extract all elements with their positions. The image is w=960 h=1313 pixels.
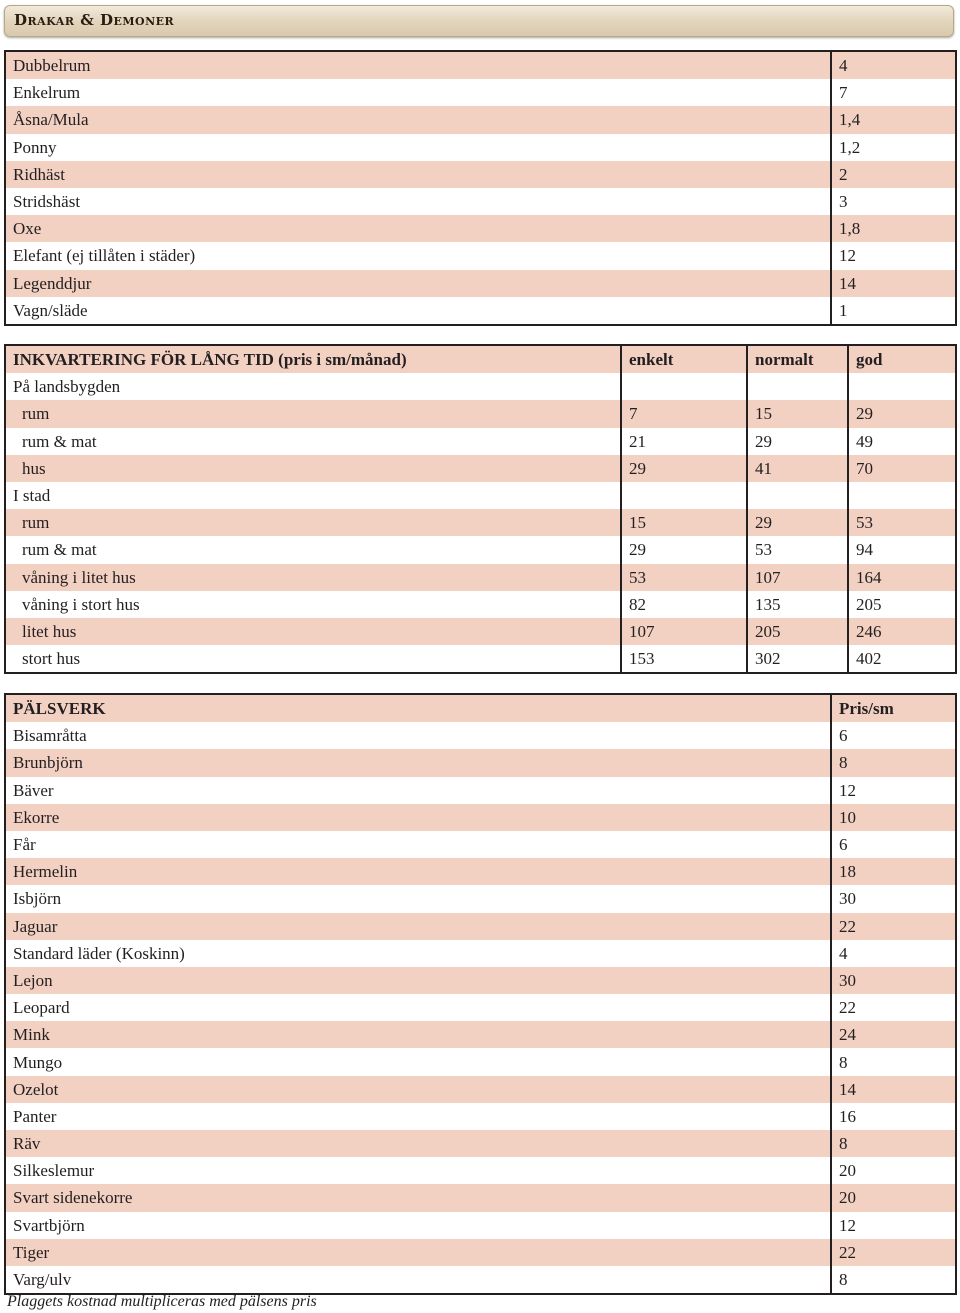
table-row — [5, 1212, 956, 1239]
row-value: 16 — [831, 1103, 956, 1130]
cell-normalt: 107 — [747, 564, 848, 591]
column-header: god — [848, 345, 956, 373]
cell-enkelt: 15 — [621, 509, 747, 536]
table-row — [5, 482, 956, 509]
row-value: 8 — [831, 1130, 956, 1157]
row-label: rum & mat — [5, 428, 621, 455]
table-row — [5, 134, 956, 161]
table-row — [5, 373, 956, 400]
row-value: 30 — [831, 885, 956, 912]
row-value: 1,4 — [831, 106, 956, 133]
row-label: Legenddjur — [5, 270, 831, 297]
row-label: Ekorre — [5, 804, 831, 831]
row-label: Brunbjörn — [5, 749, 831, 776]
column-header: normalt — [747, 345, 848, 373]
table-row — [5, 591, 956, 618]
cell-normalt: 135 — [747, 591, 848, 618]
row-label: Mungo — [5, 1048, 831, 1075]
cell-god: 29 — [848, 400, 956, 427]
table-row — [5, 994, 956, 1021]
cell-god — [848, 373, 956, 400]
table-row — [5, 564, 956, 591]
row-value: 1,2 — [831, 134, 956, 161]
cell-god: 402 — [848, 645, 956, 673]
table-title: PÄLSVERK — [5, 694, 831, 722]
cell-normalt — [747, 373, 848, 400]
row-label: I stad — [5, 482, 621, 509]
row-value: 22 — [831, 994, 956, 1021]
row-label: Hermelin — [5, 858, 831, 885]
row-label: Isbjörn — [5, 885, 831, 912]
table-row — [5, 79, 956, 106]
row-label: stort hus — [5, 645, 621, 673]
row-value: 8 — [831, 749, 956, 776]
row-value: 18 — [831, 858, 956, 885]
row-label: Vagn/släde — [5, 297, 831, 325]
row-value: 7 — [831, 79, 956, 106]
row-value: 14 — [831, 270, 956, 297]
table-header-row — [5, 694, 956, 722]
row-label: Mink — [5, 1021, 831, 1048]
cell-enkelt: 29 — [621, 536, 747, 563]
lodging-table — [4, 344, 957, 674]
row-label: rum & mat — [5, 536, 621, 563]
cell-normalt: 41 — [747, 455, 848, 482]
row-label: Bäver — [5, 777, 831, 804]
table-row — [5, 455, 956, 482]
table-row — [5, 106, 956, 133]
cell-enkelt: 53 — [621, 564, 747, 591]
cell-enkelt — [621, 373, 747, 400]
row-label: Enkelrum — [5, 79, 831, 106]
table-row — [5, 645, 956, 673]
row-value: 4 — [831, 940, 956, 967]
row-label: Standard läder (Koskinn) — [5, 940, 831, 967]
row-value: 6 — [831, 831, 956, 858]
table-row — [5, 270, 956, 297]
row-value: 1 — [831, 297, 956, 325]
cell-normalt: 302 — [747, 645, 848, 673]
row-label: hus — [5, 455, 621, 482]
table-row — [5, 536, 956, 563]
cell-normalt: 15 — [747, 400, 848, 427]
row-label: Elefant (ej tillåten i städer) — [5, 242, 831, 269]
cell-god: 53 — [848, 509, 956, 536]
table-row — [5, 1021, 956, 1048]
cell-god — [848, 482, 956, 509]
table-row — [5, 722, 956, 749]
row-value: 30 — [831, 967, 956, 994]
table-row — [5, 400, 956, 427]
row-label: Silkeslemur — [5, 1157, 831, 1184]
cell-normalt: 205 — [747, 618, 848, 645]
row-label: Räv — [5, 1130, 831, 1157]
cell-enkelt: 153 — [621, 645, 747, 673]
cell-god: 164 — [848, 564, 956, 591]
table-row — [5, 1048, 956, 1075]
row-value: 22 — [831, 913, 956, 940]
table-row — [5, 161, 956, 188]
cell-enkelt: 29 — [621, 455, 747, 482]
row-value: 14 — [831, 1076, 956, 1103]
cell-normalt: 29 — [747, 509, 848, 536]
row-label: Leopard — [5, 994, 831, 1021]
row-label: Får — [5, 831, 831, 858]
logo: Drakar & Demoner — [14, 11, 175, 29]
table-row — [5, 51, 956, 79]
row-label: Dubbelrum — [5, 51, 831, 79]
column-header: enkelt — [621, 345, 747, 373]
row-label: Lejon — [5, 967, 831, 994]
table-header-row — [5, 345, 956, 373]
table-row — [5, 1130, 956, 1157]
cell-normalt — [747, 482, 848, 509]
row-value: 20 — [831, 1184, 956, 1211]
row-label: Oxe — [5, 215, 831, 242]
furs-table — [4, 693, 957, 1295]
table-row — [5, 428, 956, 455]
table-row — [5, 831, 956, 858]
row-label: Ponny — [5, 134, 831, 161]
cell-normalt: 29 — [747, 428, 848, 455]
row-label: rum — [5, 400, 621, 427]
table-row — [5, 858, 956, 885]
cell-enkelt: 82 — [621, 591, 747, 618]
row-value: 6 — [831, 722, 956, 749]
row-value: 10 — [831, 804, 956, 831]
row-label: Bisamråtta — [5, 722, 831, 749]
cell-enkelt: 7 — [621, 400, 747, 427]
row-label: Svart sidenekorre — [5, 1184, 831, 1211]
table-row — [5, 749, 956, 776]
cell-god: 205 — [848, 591, 956, 618]
table-row — [5, 967, 956, 994]
table-row — [5, 1076, 956, 1103]
row-label: rum — [5, 509, 621, 536]
table-row — [5, 1266, 956, 1294]
row-value: 2 — [831, 161, 956, 188]
row-label: Stridshäst — [5, 188, 831, 215]
row-value: 12 — [831, 777, 956, 804]
footnote: Plaggets kostnad multipliceras med pälsens pris — [7, 1293, 317, 1310]
row-label: Tiger — [5, 1239, 831, 1266]
row-value: 8 — [831, 1266, 956, 1294]
row-label: Ozelot — [5, 1076, 831, 1103]
row-value: 12 — [831, 1212, 956, 1239]
table-title: INKVARTERING FÖR LÅNG TID (pris i sm/månad) — [5, 345, 621, 373]
row-label: Jaguar — [5, 913, 831, 940]
row-label: Varg/ulv — [5, 1266, 831, 1294]
transport-table — [4, 50, 957, 326]
row-value: 12 — [831, 242, 956, 269]
table-row — [5, 618, 956, 645]
row-value: 3 — [831, 188, 956, 215]
table-row — [5, 1103, 956, 1130]
row-label: våning i stort hus — [5, 591, 621, 618]
table-row — [5, 188, 956, 215]
row-label: På landsbygden — [5, 373, 621, 400]
table-row — [5, 1239, 956, 1266]
row-label: Svartbjörn — [5, 1212, 831, 1239]
row-label: litet hus — [5, 618, 621, 645]
table-row — [5, 913, 956, 940]
table-row — [5, 215, 956, 242]
row-label: Ridhäst — [5, 161, 831, 188]
table-row — [5, 940, 956, 967]
cell-enkelt — [621, 482, 747, 509]
table-row — [5, 509, 956, 536]
row-value: 22 — [831, 1239, 956, 1266]
row-value: 1,8 — [831, 215, 956, 242]
cell-god: 49 — [848, 428, 956, 455]
row-label: våning i litet hus — [5, 564, 621, 591]
row-value: 20 — [831, 1157, 956, 1184]
cell-normalt: 53 — [747, 536, 848, 563]
cell-enkelt: 107 — [621, 618, 747, 645]
row-label: Åsna/Mula — [5, 106, 831, 133]
table-row — [5, 242, 956, 269]
cell-god: 94 — [848, 536, 956, 563]
table-row — [5, 1184, 956, 1211]
row-value: 4 — [831, 51, 956, 79]
row-value: 8 — [831, 1048, 956, 1075]
cell-god: 70 — [848, 455, 956, 482]
table-row — [5, 804, 956, 831]
header-banner — [4, 5, 954, 37]
cell-god: 246 — [848, 618, 956, 645]
cell-enkelt: 21 — [621, 428, 747, 455]
table-row — [5, 297, 956, 325]
table-row — [5, 777, 956, 804]
row-label: Panter — [5, 1103, 831, 1130]
table-row — [5, 1157, 956, 1184]
column-header: Pris/sm — [831, 694, 956, 722]
table-row — [5, 885, 956, 912]
row-value: 24 — [831, 1021, 956, 1048]
